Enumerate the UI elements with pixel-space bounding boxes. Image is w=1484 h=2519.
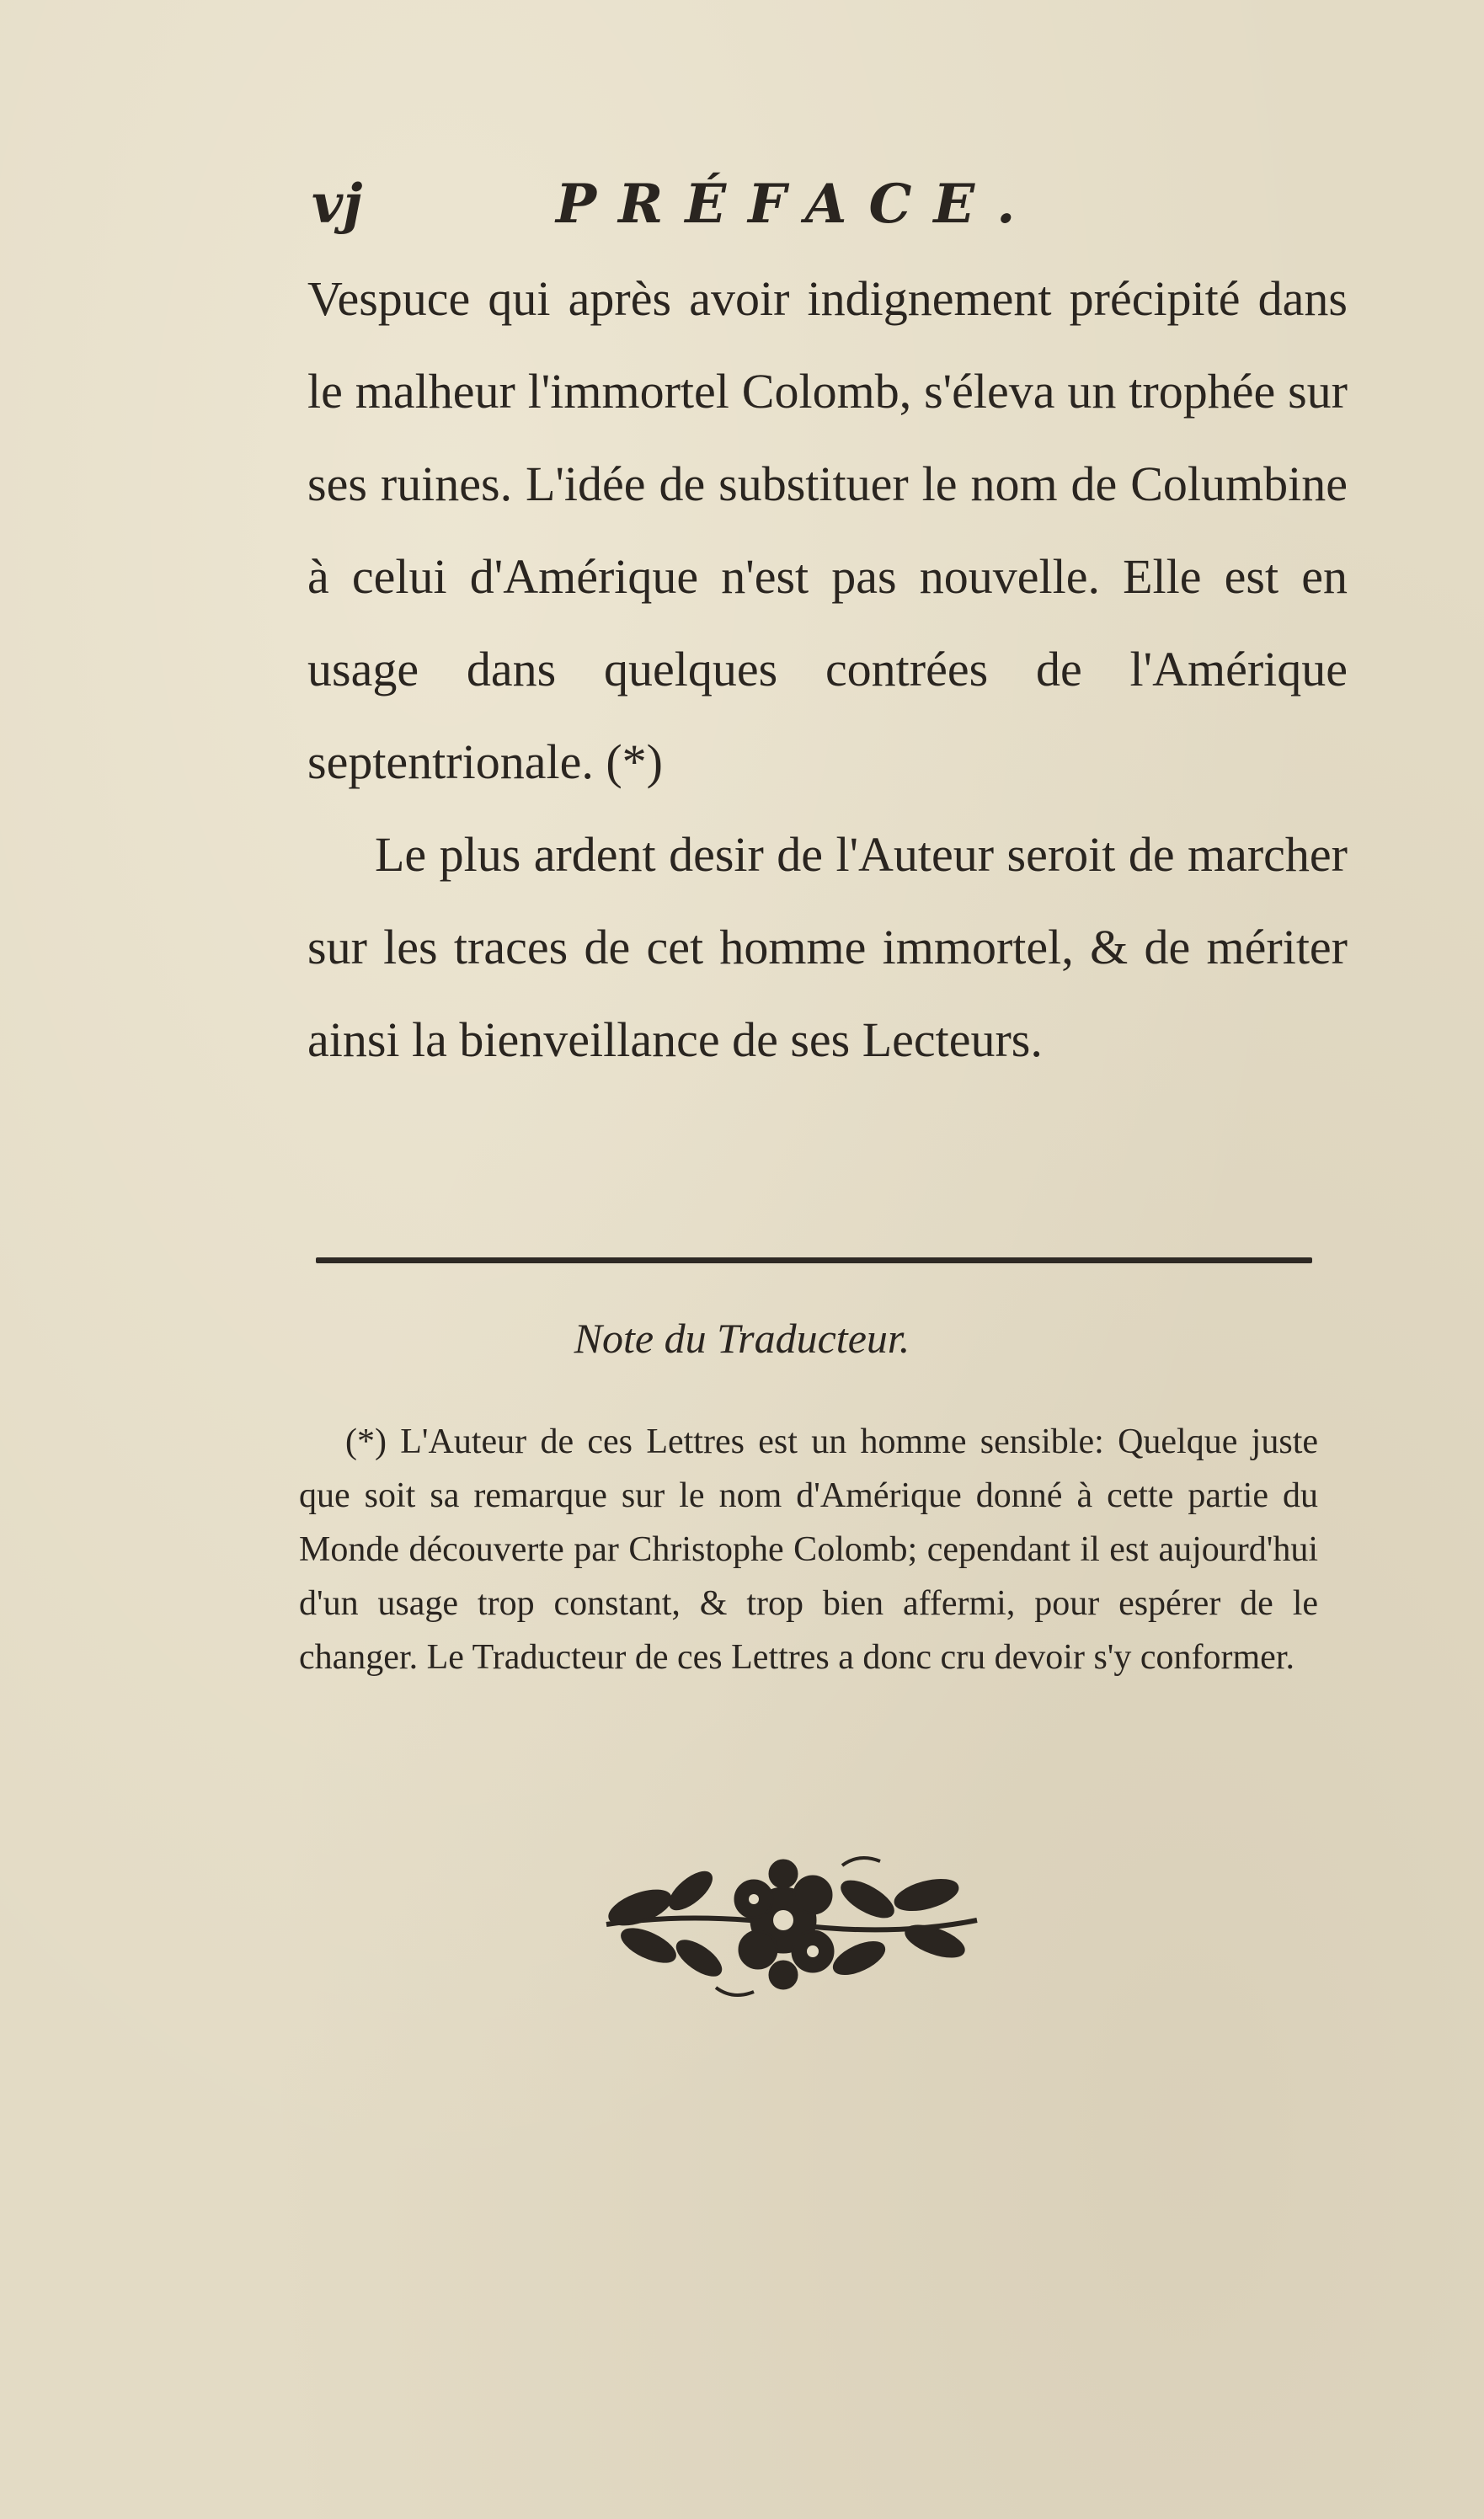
main-text [307,253,1348,1086]
paragraph: Le plus ardent desir de l'Auteur seroit de marcher sur les traces de cet homme immortel, & de mériter ainsi la bienveillance de ses Lecteurs. [307,827,1348,1067]
page-header [312,173,1356,248]
floral-ornament-icon [590,1840,994,2009]
divider-rule [316,1257,1312,1263]
paragraph: Vespuce qui après avoir indignement précipité dans le malheur l'immortel Colomb, s'éleva un trophée sur ses ruines. L'idée de substituer le nom de Columbine à celui d'Amérique n'est pas nouvelle. Elle est en usage dans quelques contrées de l'Amérique septentrionale. (*) [307,271,1348,789]
running-title: PRÉFACE. [556,173,1038,236]
page-number: vj [312,173,363,236]
footnote-text: (*) L'Auteur de ces Lettres est un homme sensible: Quelque juste que soit sa remarque sur le nom d'Amérique donné à cette partie du Monde découverte par Christophe Colomb; cependant il est aujourd'hui d'un usage trop constant, & trop bien affermi, pour espérer de le changer. Le Traducteur de ces Lettres a donc cru devoir s'y conformer. [299,1422,1318,1677]
note-heading: Note du Traducteur. [574,1315,910,1362]
footnote [299,1415,1318,1684]
